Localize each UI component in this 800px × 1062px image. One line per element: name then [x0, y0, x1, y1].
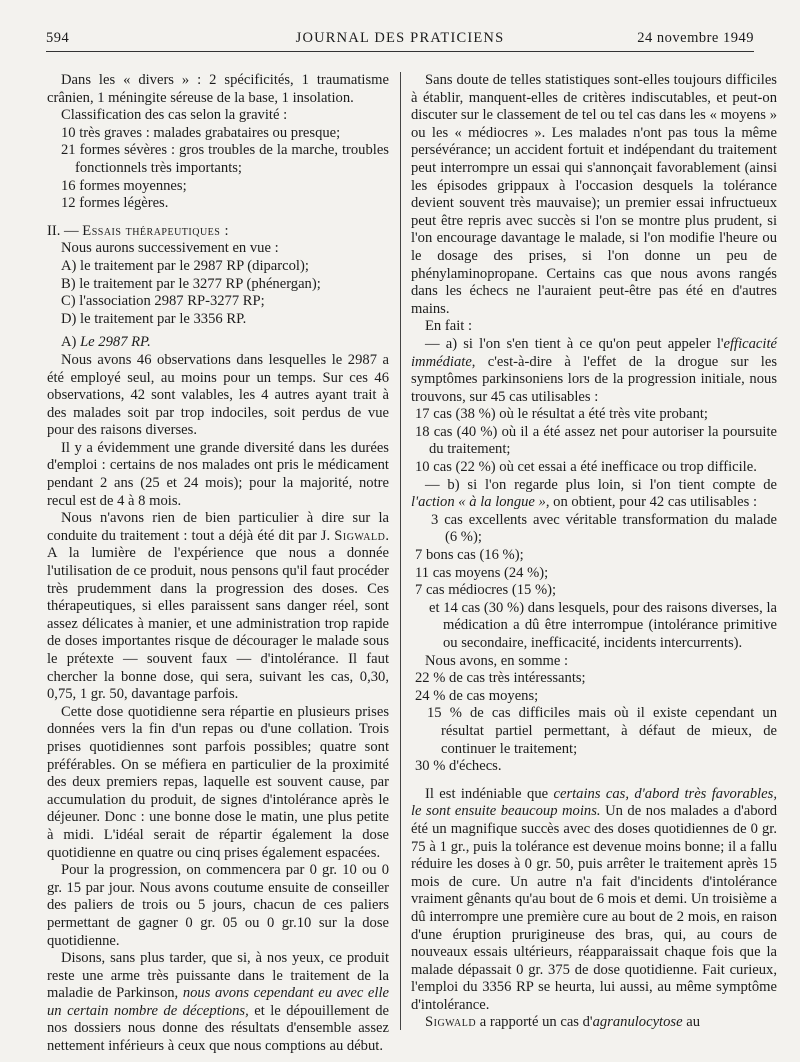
- text-run: Nous n'avons rien de bien particulier à dire sur la conduite du traitement : tout a déjà été dit par J.: [47, 510, 389, 544]
- list-item: 11 cas moyens (24 %);: [415, 564, 549, 581]
- section-title: Essais thérapeutiques :: [82, 222, 230, 239]
- list-item: 12 formes légères.: [61, 195, 169, 212]
- text-run: , on obtient, pour 42 cas utilisables :: [545, 494, 758, 511]
- list-item: B) le traitement par le 3277 RP (phénergan);: [61, 275, 321, 292]
- emphasis: l'action « à la longue »: [411, 494, 546, 511]
- text-run: au: [686, 1014, 700, 1031]
- paragraph: [411, 1014, 777, 1032]
- list-item: 10 cas (22 %) où cet essai a été inefficace ou trop difficile.: [415, 459, 757, 476]
- list-item: 24 % de cas moyens;: [415, 687, 539, 704]
- text-run: — b) si l'on regarde plus loin, si l'on tient compte de: [425, 476, 777, 493]
- paragraph: Classification des cas selon la gravité :: [61, 107, 288, 124]
- paragraph: [47, 950, 389, 1056]
- section-number: II. —: [47, 222, 79, 239]
- emphasis: certains cas, d'abord très favorables, le sont ensuite beaucoup moins.: [411, 785, 777, 820]
- list-item: 16 formes moyennes;: [61, 177, 187, 194]
- issue-date: 24 novembre 1949: [637, 30, 754, 46]
- page-number: 594: [46, 30, 70, 46]
- list-item: 17 cas (38 %) où le résultat a été très vite probant;: [415, 406, 708, 423]
- header-rule: [46, 51, 754, 52]
- list-heading: Nous avons, en somme :: [425, 652, 569, 669]
- column-divider: [400, 72, 401, 1030]
- list-item: 22 % de cas très intéressants;: [415, 670, 586, 687]
- text-run: — a) si l'on s'en tient à ce qu'on peut appeler l': [425, 335, 724, 352]
- section-heading: [47, 223, 389, 241]
- paragraph: Cette dose quotidienne sera répartie en plusieurs prises données vers la fin d'un repas ou d'une collation. Trois prises quotidiennes sont parfois possibles; quatre sont préférables. On se méfiera en particulier de la proximité des deux premiers repas, laquelle est souvent cause, par accumulation du produit, de signes d'intolérance après le déjeuner. Donc : une bonne dose le matin, une plus petite à midi. L'idéal serait de répartir également la dose quotidienne en quatre ou cinq prises également espacées.: [47, 703, 389, 861]
- list-item: D) le traitement par le 3356 RP.: [61, 310, 247, 327]
- paragraph: [47, 510, 389, 704]
- page-header: [46, 30, 754, 52]
- right-column: [411, 72, 777, 1032]
- paragraph: [411, 786, 777, 1015]
- paragraph: Sans doute de telles statistiques sont-elles toujours difficiles à établir, manquent-elles de critères indiscutables, et peut-on discuter sur le classement de tel ou tel cas dans les « moyens » ou les « médiocres ». Les malades n'ont pas tous la même persévérance; un accident fortuit et indépendant du traitement peut interrompre un essai qui s'annonçait favorablement (ainsi les épisodes grippaux à l'occasion desquels la tolérance devient souvent très mauvaise); un premier essai infructueux peut être repris avec succès si l'on se montre plus prudent, si l'on encourage davantage le malade, si l'on modifie l'heure ou le dosage des prises, si l'on donne un peu de phénylaminopropane. Certains cas que nous avons rangés dans les échecs ne l'auraient peut-être pas été en d'autres mains.: [411, 72, 777, 317]
- list-item: 21 formes sévères : gros troubles de la marche, troubles fonctionnels très importants;: [61, 142, 389, 176]
- list-item: 18 cas (40 %) où il a été assez net pour autoriser la poursuite du traitement;: [415, 423, 777, 458]
- text-run: et le dépouillement de nos dossiers nous donne des résultats d'ensemble assez nettement inférieurs à ceux que nous comptions au début.: [47, 1002, 389, 1055]
- text-run: , c'est-à-dire à l'effet de la drogue sur les symptômes parkinsoniens lors de la progression initiale, nous trouvons, sur 45 cas utilisables :: [411, 353, 777, 405]
- list-item: 10 très graves : malades grabataires ou presque;: [61, 124, 341, 141]
- emphasis: efficacité immédiate: [411, 335, 777, 370]
- list-item: A) le traitement par le 2987 RP (diparcol);: [61, 257, 309, 274]
- paragraph: [411, 336, 777, 406]
- paragraph: Pour la progression, on commencera par 0 gr. 10 ou 0 gr. 15 par jour. Nous avons coutume ensuite de conseiller des paliers de trois ou 5 jours, chacun de ces paliers permettant de gagner 0 gr. 05 ou 0 gr.10 sur la dose quotidienne.: [47, 862, 389, 949]
- text-run: Il est indéniable que: [425, 785, 549, 802]
- text-run: . A la lumière de l'expérience que nous a donnée l'utilisation de ce produit, nous pensons qu'il faut procéder très prudemment dans la progression des doses. Ces thérapeutiques, si elles paraissent sans danger réel, sont assez délicates à manier, et une administration trop rapide de doses importantes risque de décourager le malade sous le prétexte — souvent faux — d'intolérance. Il faut chercher la bonne dose, qui sera, suivant les cas, 0,30, 0,75, 1 gr. 50, davantage parfois.: [47, 527, 389, 703]
- subsection-heading: [47, 334, 389, 352]
- text-run: a rapporté un cas d': [479, 1014, 593, 1031]
- paragraph: Nous aurons successivement en vue :: [61, 240, 279, 257]
- left-column: [47, 72, 389, 1056]
- author-name: Sigwald: [334, 527, 386, 544]
- paragraph: Dans les « divers » : 2 spécificités, 1 traumatisme crânien, 1 méningite séreuse de la base, 1 insolation.: [47, 72, 389, 106]
- text-run: Un de nos malades a d'abord été un magnifique succès avec des doses quotidiennes de 0 gr. 75 à 1 gr., puis la tolérance est devenue moins bonne; il a fallu réduire les doses à 0 gr. 50, puis arrêter le traitement après 15 mois de cure. Un autre n'a fait d'incidents d'intolérance vraiment gênants qu'au bout de 6 mois et demi. Un troisième a dû interrompre une première cure au bout de 2 mois, en raison d'une éruption prurigineuse des bras, qui, au cours de nouveaux essais ultérieurs, réapparaissait chaque fois que la malade dépassait 0 gr. 375 de dose quotidienne. Fait curieux, l'emploi du 3356 RP se heurta, lui aussi, au même symptôme d'intolérance.: [411, 803, 777, 1013]
- list-item: 15 % de cas difficiles mais où il existe cependant un résultat partiel permettant, à défaut de mieux, de continuer le traitement;: [427, 705, 777, 757]
- journal-title: JOURNAL DES PRATICIENS: [295, 30, 505, 46]
- list-item: 7 bons cas (16 %);: [415, 547, 524, 564]
- text-run: Disons, sans plus tarder, que si, à nos yeux, ce produit reste une arme très puissante dans le traitement de la maladie de Parkinson,: [47, 950, 389, 1002]
- list-item: 30 % d'échecs.: [415, 758, 502, 775]
- paragraph: En fait :: [425, 318, 473, 335]
- paragraph: Nous avons 46 observations dans lesquelles le 2987 a été employé seul, au moins pour un temps. Sur ces 46 observations, 42 sont valables, les 4 autres ayant trait à des malades soit par trop indociles, soit perdus de vue pour des raisons diverses.: [47, 351, 389, 439]
- list-item: et 14 cas (30 %) dans lesquels, pour des raisons diverses, la médication a dû être interrompue (intolérance primitive ou secondaire, inefficacité, incidents intercurrents).: [429, 599, 777, 651]
- subsection-title: Le 2987 RP.: [80, 334, 151, 351]
- list-item: C) l'association 2987 RP-3277 RP;: [61, 293, 265, 310]
- list-item: 7 cas médiocres (15 %);: [415, 582, 557, 599]
- subsection-label: A): [61, 334, 77, 351]
- paragraph: Il y a évidemment une grande diversité dans les durées d'emploi : certains de nos malades ont pris le médicament pendant 2 ans (25 et 24 mois); pour la majorité, notre recul est de 4 à 8 mois.: [47, 439, 389, 509]
- emphasis: nous avons cependant eu avec elle un certain nombre de déceptions,: [47, 985, 389, 1019]
- list-item: 3 cas excellents avec véritable transformation du malade (6 %);: [431, 511, 777, 546]
- author-name: Sigwald: [425, 1014, 477, 1031]
- paragraph: [411, 477, 777, 512]
- emphasis: agranulocytose: [592, 1014, 683, 1031]
